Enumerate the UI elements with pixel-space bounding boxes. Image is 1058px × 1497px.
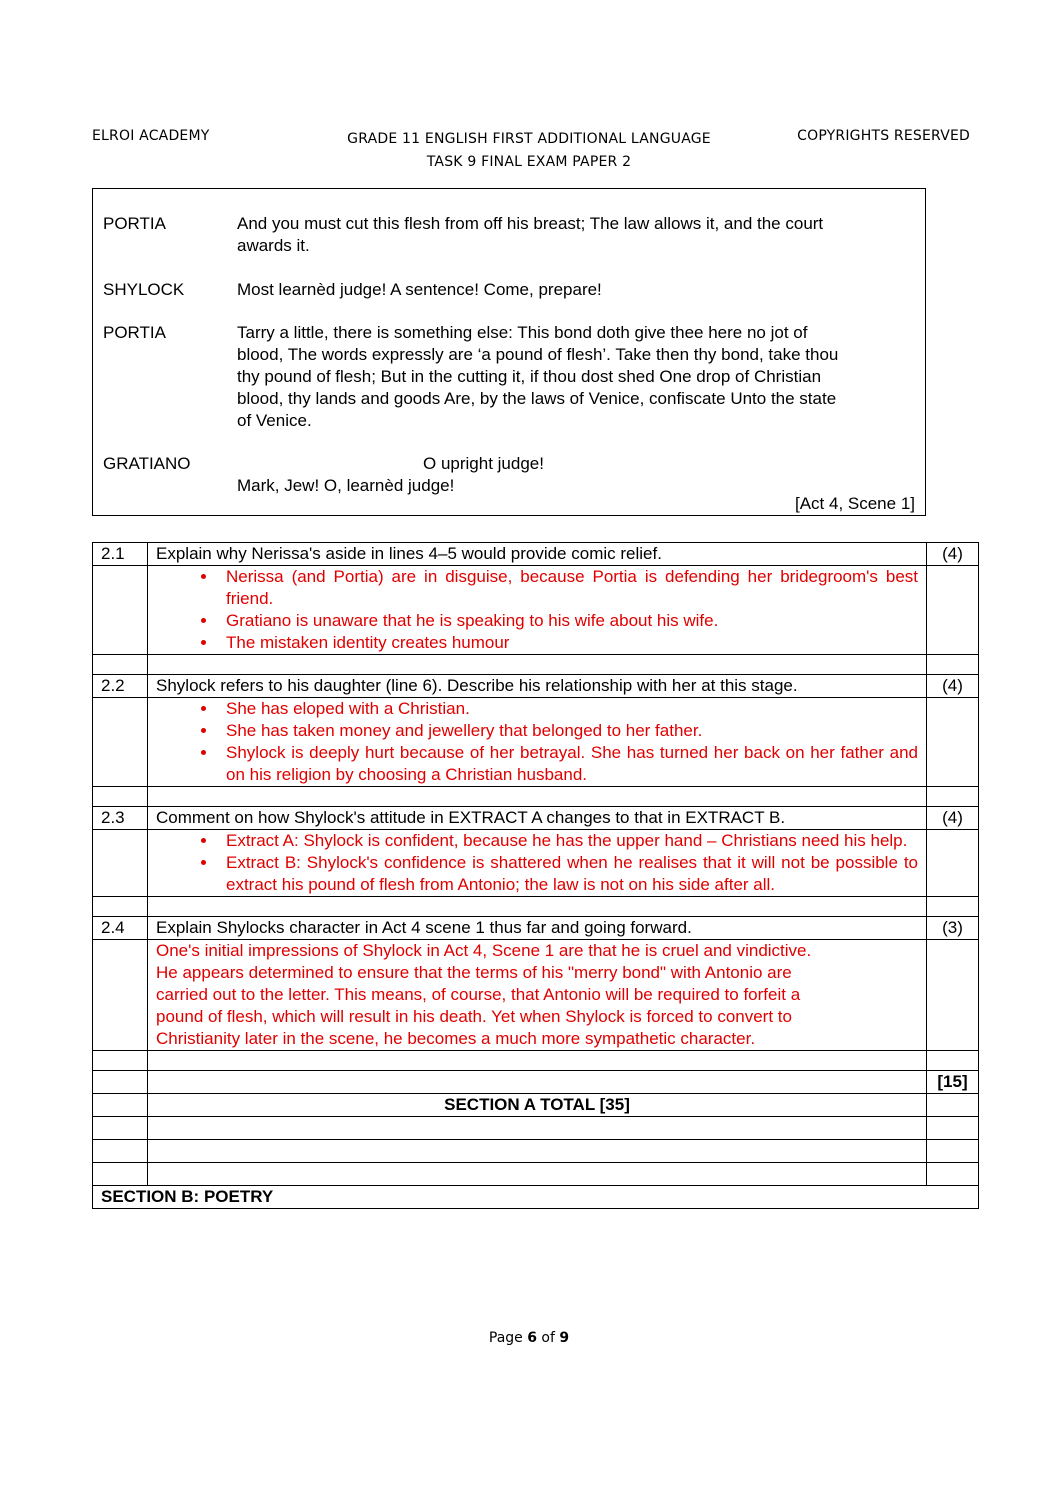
question-text: Explain why Nerissa's aside in lines 4–5 would provide comic relief. xyxy=(148,543,927,566)
speech-line: And you must cut this flesh from off his breast; The law allows it, and the court xyxy=(237,214,824,233)
answer-row xyxy=(93,698,979,787)
question-text: Comment on how Shylock's attitude in EXTRACT A changes to that in EXTRACT B. xyxy=(148,807,927,830)
question-number: 2.3 xyxy=(93,807,148,830)
extract-box xyxy=(92,188,926,516)
answer-line: carried out to the letter. This means, of course, that Antonio will be required to forfeit a xyxy=(156,985,801,1004)
question-text: Explain Shylocks character in Act 4 scene 1 thus far and going forward. xyxy=(148,917,927,940)
answer-line: pound of flesh, which will result in his death. Yet when Shylock is forced to convert to xyxy=(156,1007,792,1026)
answer-list xyxy=(156,566,918,654)
answer-item: • Nerissa (and Portia) are in disguise, because Portia is defending her bridegroom's best friend. xyxy=(218,566,918,610)
speech-lines xyxy=(237,322,915,432)
answer-item: • Extract B: Shylock's confidence is shattered when he realises that it will not be possible to extract his pound of flesh from Antonio; the law is not on his side after all. xyxy=(218,852,918,896)
spacer-row xyxy=(93,1051,979,1071)
answer-paragraph xyxy=(148,940,927,1051)
page-current: 6 xyxy=(527,1330,537,1346)
school-name: ELROI ACADEMY xyxy=(92,128,210,144)
speech-line: Tarry a little, there is something else: This bond doth give thee here no jot of xyxy=(237,323,808,342)
speaker-name: PORTIA xyxy=(103,323,166,342)
question-row xyxy=(93,543,979,566)
answer-row xyxy=(93,830,979,897)
speaker-name: GRATIANO xyxy=(103,454,191,473)
question-marks: (3) xyxy=(927,917,979,940)
section-a-total-row xyxy=(93,1094,979,1117)
extract-reference: [Act 4, Scene 1] xyxy=(794,494,915,513)
question-marks: (4) xyxy=(927,543,979,566)
paper-title-line2: TASK 9 FINAL EXAM PAPER 2 xyxy=(426,154,632,170)
answer-row xyxy=(93,940,979,1051)
speech-line: Most learnèd judge! A sentence! Come, prepare! xyxy=(237,280,602,299)
subtotal-marks: [15] xyxy=(927,1071,979,1094)
page-number xyxy=(0,1330,1058,1346)
speech-line: thy pound of flesh; But in the cutting it, if thou dost shed One drop of Christian xyxy=(237,367,822,386)
speech-lines xyxy=(237,453,915,497)
answer-item: • She has taken money and jewellery that belonged to her father. xyxy=(218,720,918,742)
answer-item: • Gratiano is unaware that he is speaking to his wife about his wife. xyxy=(218,610,918,632)
speech-line: O upright judge! xyxy=(423,454,544,473)
spacer-row xyxy=(93,655,979,675)
question-row xyxy=(93,807,979,830)
answer-item: • Shylock is deeply hurt because of her betrayal. She has turned her back on her father and on his religion by choosing a Christian husband. xyxy=(218,742,918,786)
answer-list xyxy=(156,698,918,786)
question-row xyxy=(93,917,979,940)
copyright-notice: COPYRIGHTS RESERVED xyxy=(797,128,970,144)
answer-list xyxy=(156,830,918,896)
answer-item: • The mistaken identity creates humour xyxy=(218,632,918,654)
section-a-total: SECTION A TOTAL [35] xyxy=(148,1094,927,1117)
speech-line: blood, thy lands and goods Are, by the laws of Venice, confiscate Unto the state xyxy=(237,389,837,408)
question-row xyxy=(93,675,979,698)
answer-line: Christianity later in the scene, he becomes a much more sympathetic character. xyxy=(156,1029,756,1048)
empty-row xyxy=(93,1140,979,1163)
answer-item: • She has eloped with a Christian. xyxy=(218,698,918,720)
speech-lines xyxy=(237,213,915,257)
question-text: Shylock refers to his daughter (line 6). Describe his relationship with her at this stage. xyxy=(148,675,927,698)
empty-row xyxy=(93,1117,979,1140)
section-b-heading: SECTION B: POETRY xyxy=(93,1186,979,1209)
question-number: 2.4 xyxy=(93,917,148,940)
speech-line: blood, The words expressly are ‘a pound of flesh’. Take then thy bond, take thou xyxy=(237,345,839,364)
spacer-row xyxy=(93,897,979,917)
speaker-name: PORTIA xyxy=(103,214,166,233)
spacer-row xyxy=(93,787,979,807)
question-number: 2.1 xyxy=(93,543,148,566)
speech-line: awards it. xyxy=(237,236,310,255)
page-middle: of xyxy=(536,1330,560,1346)
paper-title-line1: GRADE 11 ENGLISH FIRST ADDITIONAL LANGUAGE xyxy=(347,131,711,147)
speech-line: of Venice. xyxy=(237,411,312,430)
memo-table xyxy=(92,542,979,1209)
empty-row xyxy=(93,1163,979,1186)
question-marks: (4) xyxy=(927,807,979,830)
speech-lines xyxy=(237,279,915,301)
question-number: 2.2 xyxy=(93,675,148,698)
speech-line: Mark, Jew! O, learnèd judge! xyxy=(237,476,455,495)
section-b-row xyxy=(93,1186,979,1209)
answer-line: He appears determined to ensure that the terms of his "merry bond" with Antonio are xyxy=(156,963,792,982)
page-prefix: Page xyxy=(488,1330,528,1346)
speaker-name: SHYLOCK xyxy=(103,280,185,299)
page-total: 9 xyxy=(559,1330,570,1346)
question-marks: (4) xyxy=(927,675,979,698)
answer-item: • Extract A: Shylock is confident, because he has the upper hand – Christians need his help. xyxy=(218,830,918,852)
subtotal-row xyxy=(93,1071,979,1094)
answer-row xyxy=(93,566,979,655)
answer-line: One's initial impressions of Shylock in Act 4, Scene 1 are that he is cruel and vindictive. xyxy=(156,941,812,960)
